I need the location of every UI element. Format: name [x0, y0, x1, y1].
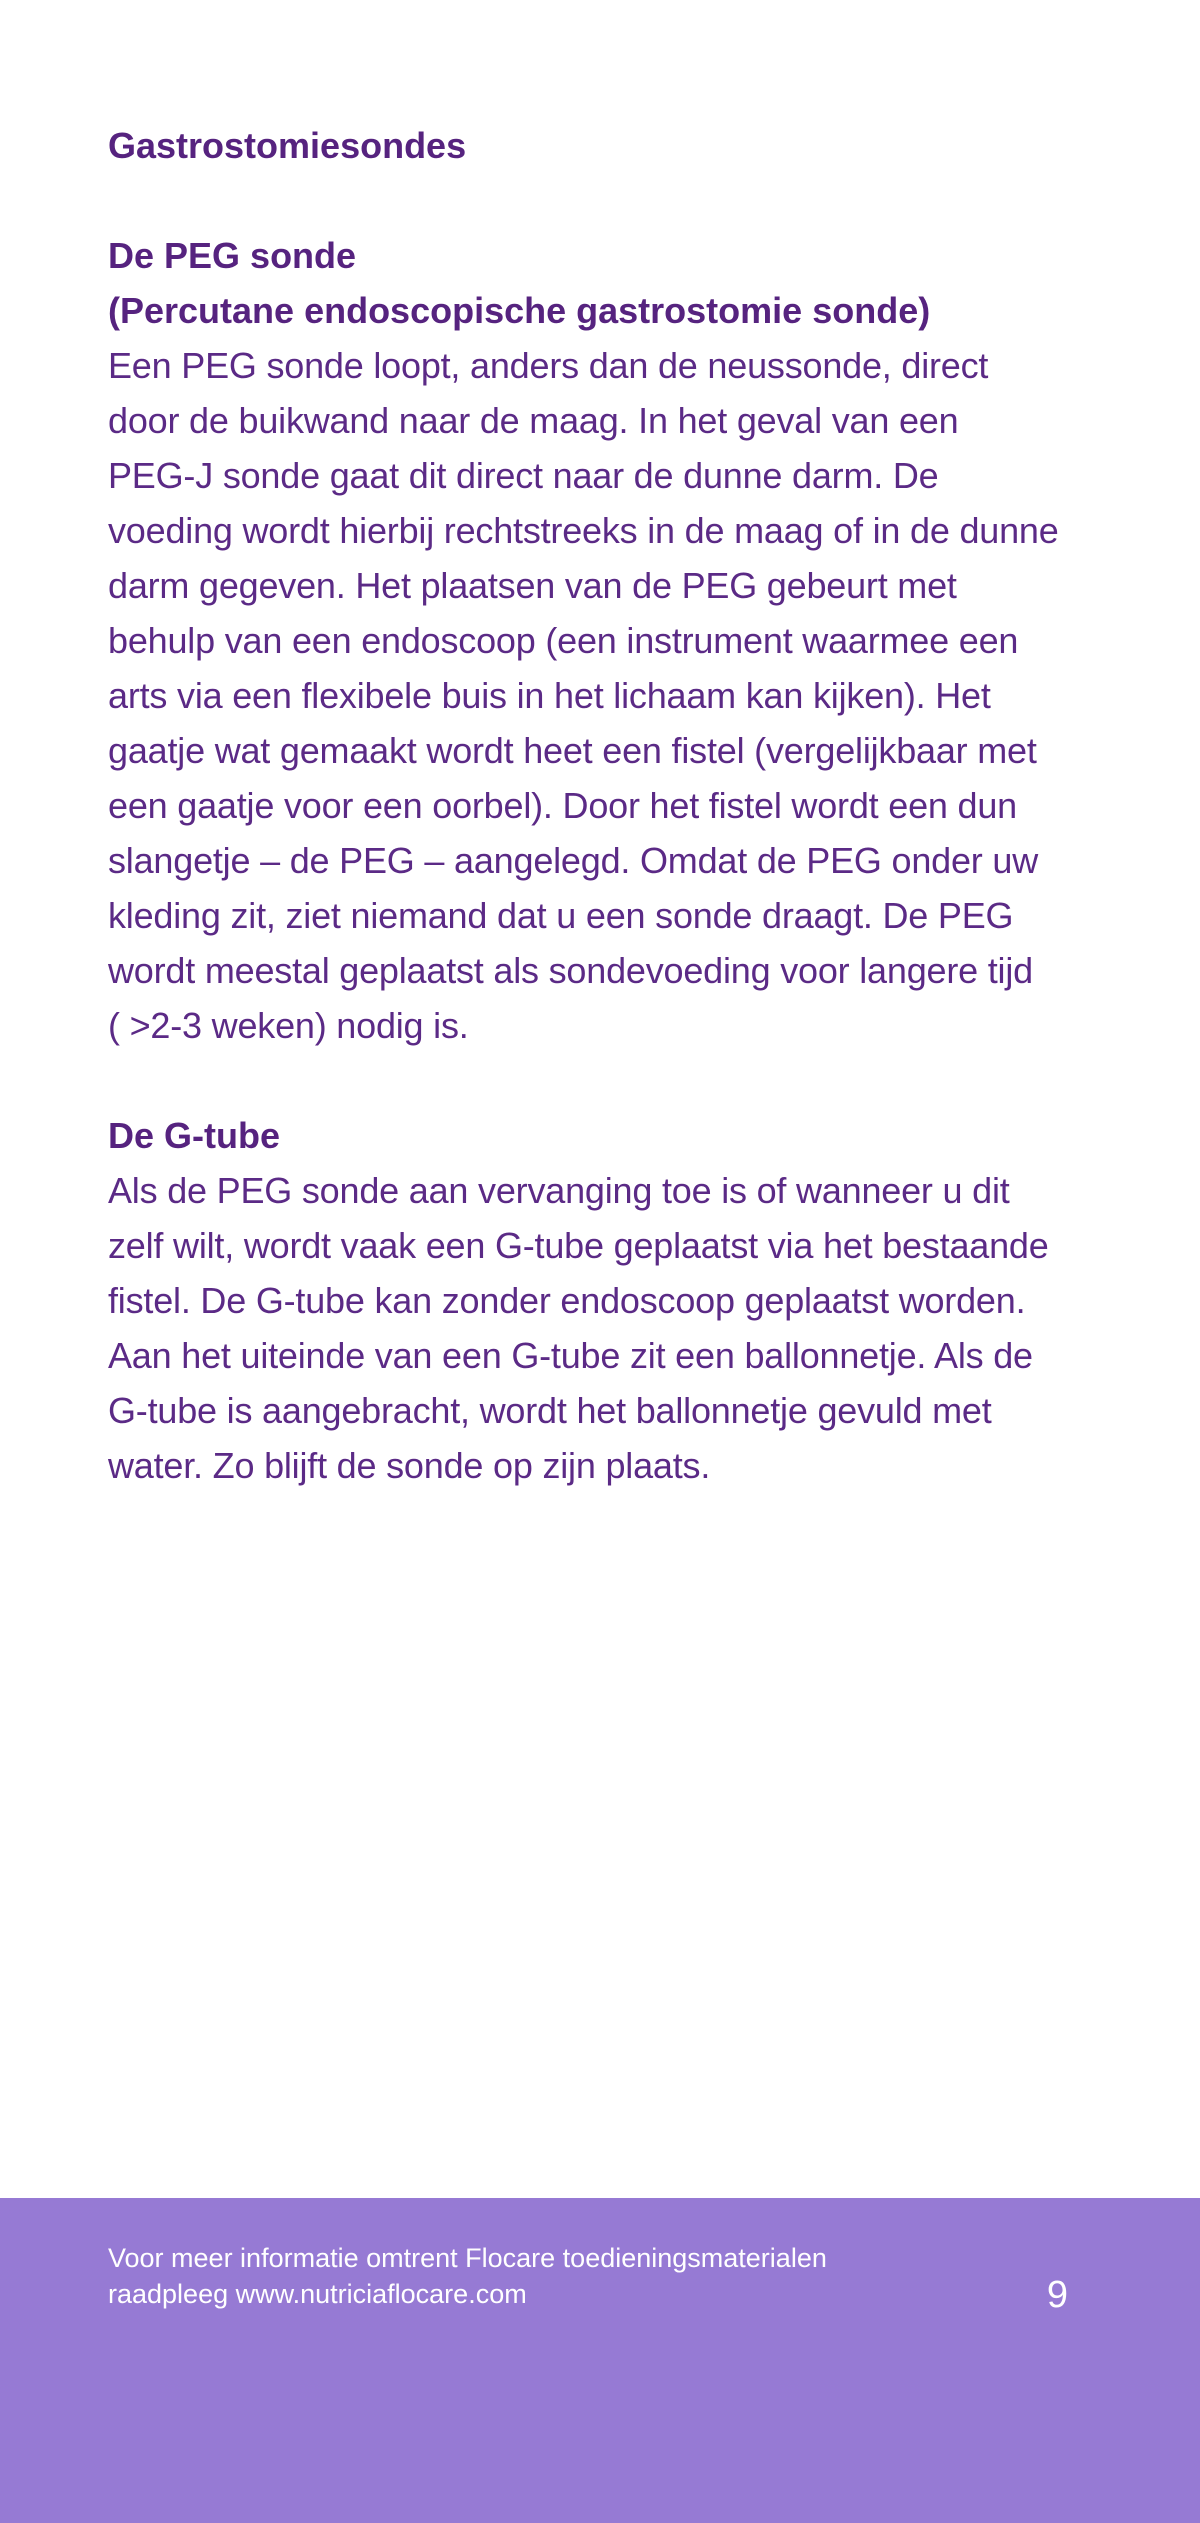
document-content: [108, 118, 1098, 1493]
paragraph-line: een gaatje voor een oorbel). Door het fistel wordt een dun: [108, 785, 1017, 826]
paragraph-line: Een PEG sonde loopt, anders dan de neussonde, direct: [108, 345, 989, 386]
page-number: 9: [1046, 2274, 1068, 2316]
paragraph-line: ( >2-3 weken) nodig is.: [108, 1005, 469, 1046]
footer-line: Voor meer informatie omtrent Flocare toedieningsmaterialen: [108, 2243, 827, 2273]
paragraph-line: slangetje – de PEG – aangelegd. Omdat de PEG onder uw: [108, 840, 1039, 881]
paragraph-line: gaatje wat gemaakt wordt heet een fistel (vergelijkbaar met: [108, 730, 1037, 771]
paragraph-line: PEG-J sonde gaat dit direct naar de dunne darm. De: [108, 455, 939, 496]
peg-subtitle: (Percutane endoscopische gastrostomie sonde): [108, 290, 931, 331]
paragraph-line: darm gegeven. Het plaatsen van de PEG gebeurt met: [108, 565, 957, 606]
footer-band: [0, 2198, 1200, 2523]
paragraph-line: Aan het uiteinde van een G-tube zit een ballonnetje. Als de: [108, 1335, 1033, 1376]
paragraph-line: kleding zit, ziet niemand dat u een sonde draagt. De PEG: [108, 895, 1014, 936]
paragraph-line: arts via een flexibele buis in het lichaam kan kijken). Het: [108, 675, 991, 716]
paragraph-line: fistel. De G-tube kan zonder endoscoop geplaatst worden.: [108, 1280, 1026, 1321]
paragraph-line: wordt meestal geplaatst als sondevoeding voor langere tijd: [108, 950, 1033, 991]
gtube-section: [108, 1108, 1098, 1493]
peg-title: De PEG sonde: [108, 235, 357, 276]
paragraph-line: zelf wilt, wordt vaak een G-tube geplaatst via het bestaande: [108, 1225, 1049, 1266]
paragraph-line: behulp van een endoscoop (een instrument waarmee een: [108, 620, 1019, 661]
footer-info: [108, 2240, 928, 2312]
paragraph-line: Als de PEG sonde aan vervanging toe is of wanneer u dit: [108, 1170, 1010, 1211]
paragraph-line: voeding wordt hierbij rechtstreeks in de maag of in de dunne: [108, 510, 1059, 551]
gtube-title: De G-tube: [108, 1115, 281, 1156]
paragraph-line: water. Zo blijft de sonde op zijn plaats.: [108, 1445, 711, 1486]
paragraph-line: G-tube is aangebracht, wordt het ballonnetje gevuld met: [108, 1390, 992, 1431]
peg-section: [108, 228, 1098, 1053]
paragraph-line: door de buikwand naar de maag. In het geval van een: [108, 400, 959, 441]
gtube-paragraph: [108, 1163, 1098, 1493]
footer-link-line: raadpleeg www.nutriciaflocare.com: [108, 2279, 527, 2309]
section-heading: Gastrostomiesondes: [108, 125, 467, 166]
peg-paragraph: [108, 338, 1098, 1053]
